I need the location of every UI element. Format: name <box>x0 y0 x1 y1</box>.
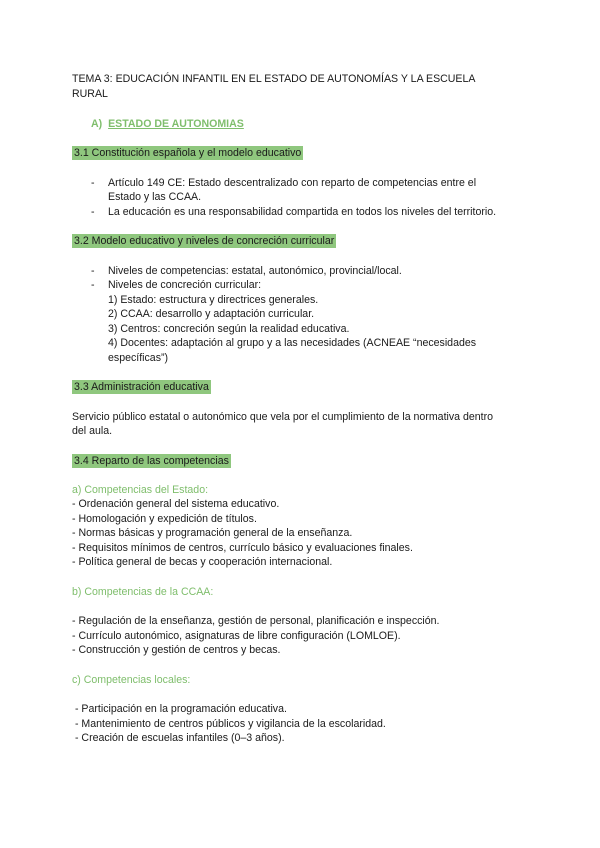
s32-sub1: 1) Estado: estructura y directrices generales. <box>108 294 319 306</box>
s32-bullet2: Niveles de concreción curricular: <box>108 279 262 291</box>
s31-bullet1-line1: Artículo 149 CE: Estado descentralizado con reparto de competencias entre el <box>108 177 477 189</box>
state-item: - Ordenación general del sistema educativo. <box>72 498 280 510</box>
heading-3-1-text: 3.1 Constitución española y el modelo educativo <box>74 147 302 159</box>
s32-sub4-line1: 4) Docentes: adaptación al grupo y a las necesidades (ACNEAE “necesidades <box>108 337 477 349</box>
state-item: - Normas básicas y programación general de la enseñanza. <box>72 527 353 539</box>
heading-3-1 <box>72 146 303 160</box>
heading-3-2-text: 3.2 Modelo educativo y niveles de concreción curricular <box>74 235 335 247</box>
state-item: - Política general de becas y cooperación internacional. <box>72 556 333 568</box>
s31-bullet1-line2: Estado y las CCAA. <box>108 191 202 203</box>
bullet-dash: - <box>91 265 95 277</box>
state-item: - Requisitos mínimos de centros, currículo básico y evaluaciones finales. <box>72 542 413 554</box>
s32-sub3: 3) Centros: concreción según la realidad educativa. <box>108 323 350 335</box>
ccaa-competencies-heading: b) Competencias de la CCAA: <box>72 586 214 598</box>
heading-3-2 <box>72 234 336 248</box>
section-a-heading <box>91 117 244 131</box>
local-competencies-heading: c) Competencias locales: <box>72 674 191 686</box>
heading-3-4-text: 3.4 Reparto de las competencias <box>74 455 229 467</box>
local-item: - Mantenimiento de centros públicos y vigilancia de la escolaridad. <box>72 718 386 730</box>
doc-title-line-1: TEMA 3: EDUCACIÓN INFANTIL EN EL ESTADO DE AUTONOMÍAS Y LA ESCUELA <box>72 73 476 85</box>
heading-3-3-text: 3.3 Administración educativa <box>74 381 209 393</box>
heading-3-4 <box>72 454 231 468</box>
ccaa-item: - Regulación de la enseñanza, gestión de personal, planificación e inspección. <box>72 615 440 627</box>
s33-text-line1: Servicio público estatal o autonómico que vela por el cumplimiento de la normativa dentro <box>72 411 494 423</box>
bullet-dash: - <box>91 279 95 291</box>
section-a-marker: A) <box>91 118 103 130</box>
local-item: - Participación en la programación educativa. <box>72 703 287 715</box>
state-competencies-heading: a) Competencias del Estado: <box>72 484 209 496</box>
bullet-dash: - <box>91 177 95 189</box>
s31-bullet2: La educación es una responsabilidad compartida en todos los niveles del territorio. <box>108 206 497 218</box>
heading-3-3 <box>72 380 211 394</box>
s32-sub4-line2: específicas”) <box>108 352 169 364</box>
local-item: - Creación de escuelas infantiles (0–3 años). <box>72 732 285 744</box>
s33-text-line2: del aula. <box>72 425 113 437</box>
doc-title-line-2: RURAL <box>72 88 108 100</box>
ccaa-item: - Construcción y gestión de centros y becas. <box>72 644 281 656</box>
ccaa-item: - Currículo autonómico, asignaturas de libre configuración (LOMLOE). <box>72 630 401 642</box>
s32-bullet1: Niveles de competencias: estatal, autonómico, provincial/local. <box>108 265 402 277</box>
state-item: - Homologación y expedición de títulos. <box>72 513 257 525</box>
s32-sub2: 2) CCAA: desarrollo y adaptación curricular. <box>108 308 315 320</box>
bullet-dash: - <box>91 206 95 218</box>
section-a-label: ESTADO DE AUTONOMIAS <box>108 118 244 130</box>
